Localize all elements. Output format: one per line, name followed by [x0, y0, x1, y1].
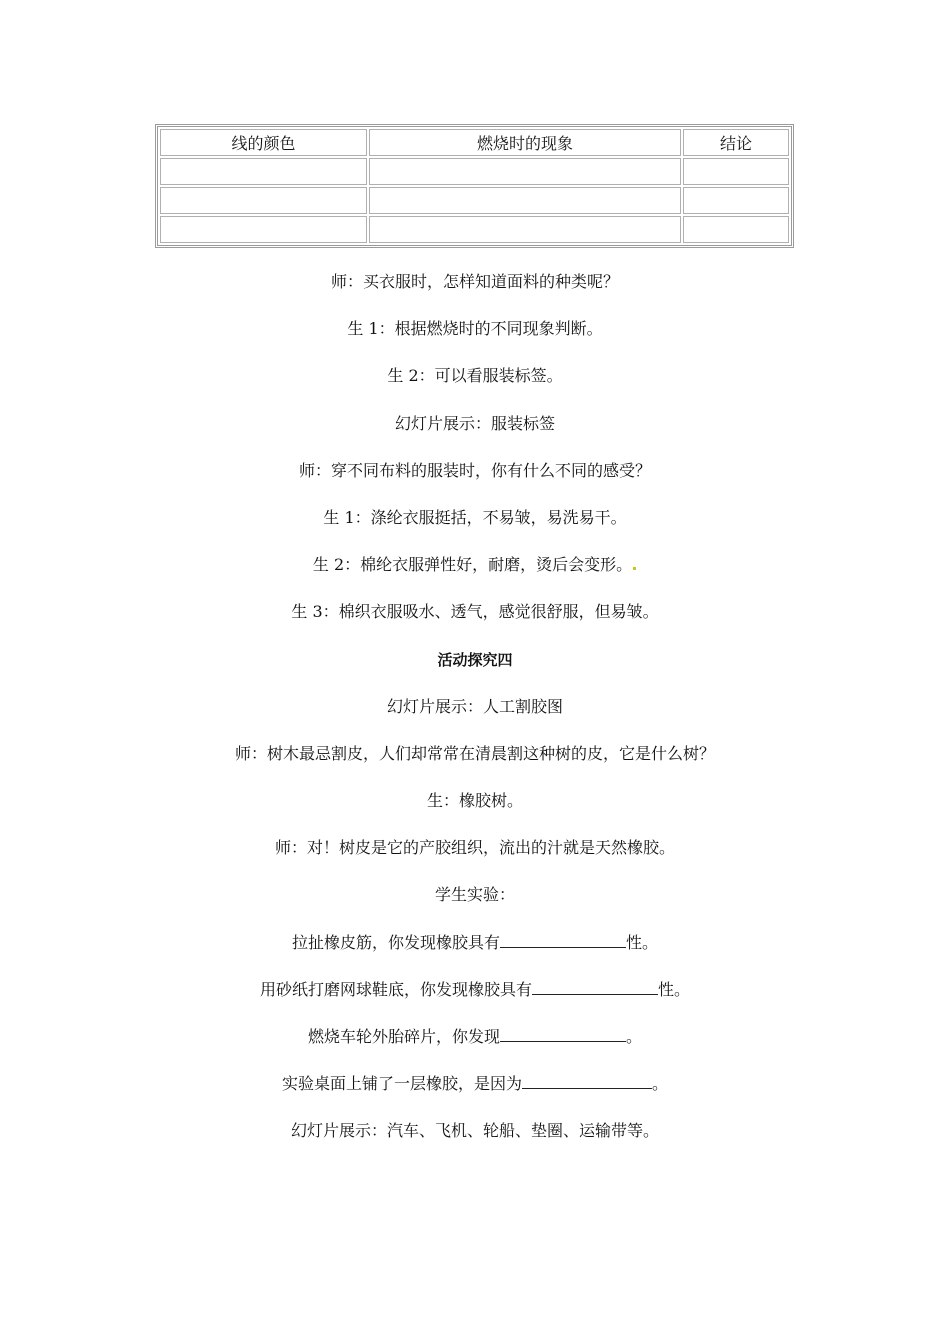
- teacher-tree-question-line: 师：树木最忌割皮，人们却常常在清晨割这种树的皮，它是什么树？: [234, 743, 715, 763]
- table-cell[interactable]: [160, 187, 367, 214]
- student2-nylon-line: [0, 545, 950, 592]
- experiment-desk-line: [0, 1064, 950, 1111]
- student1-polyester-line: 生 1：涤纶衣服挺括，不易皱，易洗易干。: [323, 507, 627, 527]
- student3-cotton-line: 生 3：棉织衣服吸水、透气，感觉很舒服，但易皱。: [291, 602, 659, 622]
- experiment-stretch-suffix: 性。: [626, 932, 659, 952]
- answer-blank[interactable]: [522, 1070, 652, 1089]
- student-experiment-title: 学生实验：: [434, 885, 515, 905]
- student2-nylon-text: 生 2：棉纶衣服弹性好，耐磨，烫后会变形。: [312, 555, 633, 575]
- answer-blank[interactable]: [500, 1023, 626, 1042]
- student2-answer-line: 生 2：可以看服装标签。: [387, 366, 563, 386]
- teacher-feeling-question-line: 师：穿不同布料的服装时，你有什么不同的感受？: [298, 460, 651, 480]
- experiment-burning-prompt: 燃烧车轮外胎碎片，你发现: [307, 1027, 500, 1046]
- table-cell[interactable]: [160, 158, 367, 185]
- slide-clothing-label-line: 幻灯片展示：服装标签: [394, 413, 555, 433]
- section-heading: 活动探究四: [437, 650, 513, 669]
- experiment-stretch-line: [0, 923, 950, 970]
- experiment-sanding-line: [0, 970, 950, 1017]
- table-cell[interactable]: [369, 187, 681, 214]
- table-cell[interactable]: [160, 216, 367, 243]
- header-conclusion: 结论: [683, 129, 789, 156]
- slide-applications-line: 幻灯片展示：汽车、飞机、轮船、垫圈、运输带等。: [290, 1121, 659, 1141]
- table-header-row: [160, 129, 789, 156]
- header-burning-phenomenon: 燃烧时的现象: [369, 129, 681, 156]
- table-cell[interactable]: [369, 216, 681, 243]
- table-cell[interactable]: [683, 216, 789, 243]
- experiment-desk-prompt: 实验桌面上铺了一层橡胶，是因为: [281, 1074, 522, 1094]
- experiment-desk-suffix: 。: [652, 1074, 669, 1094]
- table-cell[interactable]: [369, 158, 681, 185]
- lesson-transcript: [0, 262, 950, 1159]
- table-row: [160, 158, 789, 185]
- answer-blank[interactable]: [500, 929, 626, 948]
- mark-dot: [633, 567, 636, 570]
- experiment-sanding-prompt: 用砂纸打磨网球鞋底，你发现橡胶具有: [259, 979, 532, 999]
- table-cell[interactable]: [683, 187, 789, 214]
- experiment-sanding-suffix: 性。: [658, 979, 691, 999]
- answer-blank[interactable]: [532, 976, 658, 995]
- student-rubber-tree-line: 生：橡胶树。: [426, 791, 523, 811]
- student1-answer-line: 生 1：根据燃烧时的不同现象判断。: [347, 319, 603, 339]
- teacher-question-line: 师：买衣服时，怎样知道面料的种类呢？: [330, 272, 619, 291]
- table-row: [160, 216, 789, 243]
- observation-table: [155, 124, 794, 248]
- header-thread-color: 线的颜色: [160, 129, 367, 156]
- teacher-latex-line: 师：对！树皮是它的产胶组织，流出的汁就是天然橡胶。: [274, 838, 675, 858]
- slide-rubber-tapping-line: 幻灯片展示：人工割胶图: [386, 696, 563, 716]
- table-cell[interactable]: [683, 158, 789, 185]
- experiment-burning-line: [0, 1017, 950, 1064]
- experiment-burning-suffix: 。: [626, 1027, 643, 1046]
- experiment-stretch-prompt: 拉扯橡皮筋，你发现橡胶具有: [291, 932, 500, 952]
- table-row: [160, 187, 789, 214]
